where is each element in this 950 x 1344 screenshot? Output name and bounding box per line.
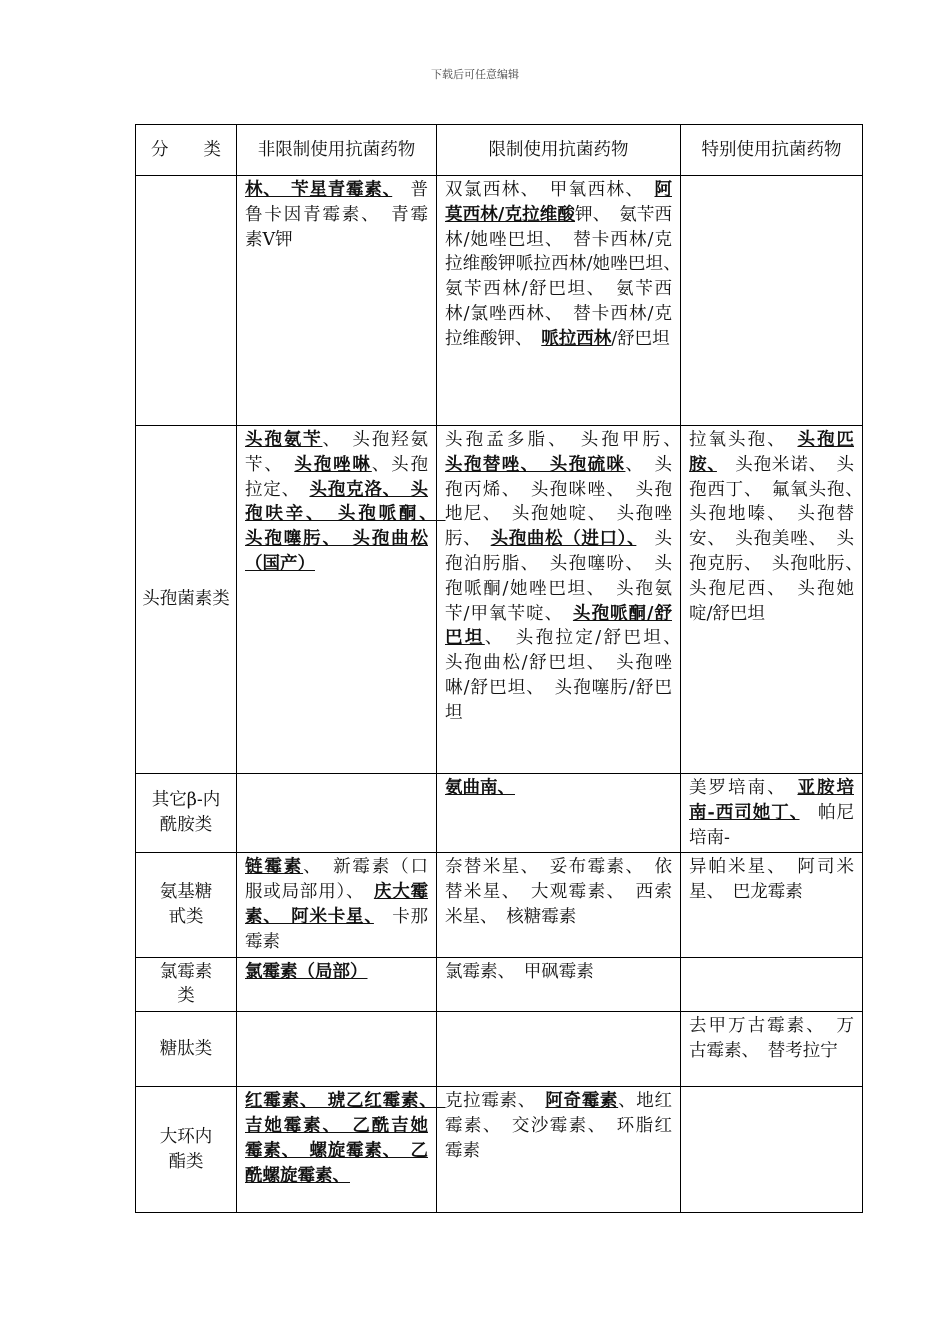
special-cell [681, 957, 863, 1012]
unrestricted-cell [237, 1087, 446, 1213]
special-cell [681, 176, 863, 426]
unrestricted-cell [237, 176, 437, 426]
column-header-special: 特别使用抗菌药物 [681, 125, 863, 176]
drug-name-emphasized: 氯霉素（局部） [245, 961, 368, 982]
drug-name-emphasized: 头孢匹胺、 [689, 430, 854, 475]
drug-name-text: 拉氧头孢、 [689, 430, 798, 450]
unrestricted-cell [237, 774, 437, 853]
drug-name-text: 帕尼培南- [689, 802, 855, 848]
drug-name-text: /舒巴坦 [611, 328, 670, 349]
drug-name-text: 、 头孢拉定/舒巴坦、 头孢曲松/舒巴坦、 头孢唑啉/舒巴坦、 头孢噻肟/舒巴坦 [445, 628, 690, 723]
drug-name-emphasized: 阿莫西林/克拉维酸 [445, 180, 672, 225]
special-cell [681, 1012, 863, 1087]
table-row [136, 176, 863, 426]
drug-name-text: 、 新霉素（口服或局部用）、 [245, 857, 429, 903]
drug-name-emphasized: 阿奇霉素 [545, 1091, 619, 1112]
special-cell [681, 426, 872, 774]
drug-name-emphasized: 头孢曲松（进口）、 [490, 529, 637, 550]
restricted-cell [437, 426, 690, 774]
drug-name-text: 普鲁卡因青霉素、 青霉素V钾 [245, 180, 429, 250]
drug-name-emphasized: 氨曲南、 [445, 778, 515, 798]
drug-name-emphasized: 红霉素、 琥乙红霉素、 吉她霉素、 乙酰吉她霉素、 螺旋霉素、 乙酰螺旋霉素、 [245, 1091, 446, 1186]
special-cell [681, 774, 863, 853]
category-cell: 氯霉素 类 [136, 957, 237, 1012]
restricted-cell [437, 853, 681, 957]
drug-name-emphasized: 哌拉西林 [541, 328, 612, 349]
restricted-cell [437, 176, 690, 426]
category-cell: 头孢菌素类 [136, 426, 237, 774]
unrestricted-cell [237, 957, 437, 1012]
drug-name-text: 头孢米诺、 头孢西丁、 氟氧头孢、 头孢地嗪、 头孢替安、 头孢美唑、 头孢克肟、 头孢吡肟、 头孢尼西、 头孢她啶/舒巴坦 [689, 454, 872, 624]
drug-name-emphasized: 头孢唑啉 [294, 454, 372, 475]
drug-name-emphasized: 链霉素 [245, 857, 304, 878]
drug-name-emphasized: 头孢替唑、 头孢硫咪 [445, 454, 626, 475]
antibiotic-classification-table [135, 124, 872, 1213]
column-header-restricted: 限制使用抗菌药物 [437, 125, 681, 176]
drug-name-text: 去甲万古霉素、 万古霉素、 替考拉宁 [689, 1016, 854, 1061]
drug-name-text: 美罗培南、 [689, 778, 798, 798]
drug-name-text: 头孢泊肟脂、 头孢噻吩、 头孢哌酮/她唑巴坦、 头孢氨苄/甲氧苄啶、 [445, 529, 673, 624]
drug-name-text: 、地红霉素、 交沙霉素、 环脂红霉素 [445, 1091, 672, 1161]
category-cell [136, 176, 237, 426]
drug-name-text: 奈替米星、 妥布霉素、 依替米星、 大观霉素、 西索米星、 核糖霉素 [445, 857, 672, 927]
drug-name-text: 氯霉素、 甲砜霉素 [445, 961, 594, 982]
drug-name-text: 、头孢拉定、 [245, 454, 429, 500]
restricted-cell [437, 774, 681, 853]
table-row [136, 426, 863, 774]
table-row [136, 1087, 863, 1213]
table-row [136, 774, 863, 853]
unrestricted-cell [237, 853, 437, 957]
drug-name-emphasized: 庆大霉素、 阿米卡星、 [245, 882, 429, 927]
restricted-cell [437, 957, 681, 1012]
category-cell: 大环内 酯类 [136, 1087, 237, 1213]
category-cell: 糖肽类 [136, 1012, 237, 1087]
drug-name-text: 卡那霉素 [245, 906, 429, 952]
unrestricted-cell [237, 426, 446, 774]
drug-name-emphasized: 头孢克洛、 头孢呋辛、 头孢哌酮、 头孢噻肟、 头孢曲松（国产） [245, 479, 446, 574]
column-header-category: 分 类 [136, 125, 237, 176]
drug-name-emphasized: 亚胺培南-西司她丁、 [689, 778, 854, 823]
drug-name-emphasized: 头孢哌酮/舒巴坦 [445, 603, 672, 649]
restricted-cell [437, 1012, 681, 1087]
table-header-row [136, 125, 863, 176]
drug-name-text: 、 头孢羟氨苄、 [245, 430, 429, 475]
category-cell: 其它β-内 酰胺类 [136, 774, 237, 853]
unrestricted-cell [237, 1012, 437, 1087]
drug-name-text: 异帕米星、 阿司米星、 巴龙霉素 [689, 857, 854, 903]
drug-name-emphasized: 头孢氨苄 [245, 430, 323, 450]
table-row [136, 957, 863, 1012]
drug-name-emphasized: 林、 苄星青霉素、 [245, 180, 393, 200]
restricted-cell [437, 1087, 681, 1213]
drug-name-text: 钾、 氨苄西林/她唑巴坦、 替卡西林/克拉维酸钾哌拉西林/她唑巴坦、 氨苄西林/舒巴坦、 氨苄西林/氯唑西林、 替卡西林/克拉维酸钾、 [445, 204, 690, 349]
drug-name-text: 头孢孟多脂、 头孢甲肟、 [445, 430, 690, 450]
drug-name-text: 、 头孢丙烯、 头孢咪唑、 头孢地尼、 头孢她啶、 头孢唑肟、 [445, 454, 673, 550]
category-cell: 氨基糖 甙类 [136, 853, 237, 957]
table-row [136, 1012, 863, 1087]
drug-name-text: 克拉霉素、 [445, 1091, 546, 1112]
column-header-unrestricted: 非限制使用抗菌药物 [237, 125, 437, 176]
table-row [136, 853, 863, 957]
special-cell [681, 1087, 863, 1213]
drug-name-text: 双氯西林、 甲氧西林、 [445, 180, 655, 200]
special-cell [681, 853, 863, 957]
page-header: 下载后可任意编辑 [431, 68, 519, 81]
